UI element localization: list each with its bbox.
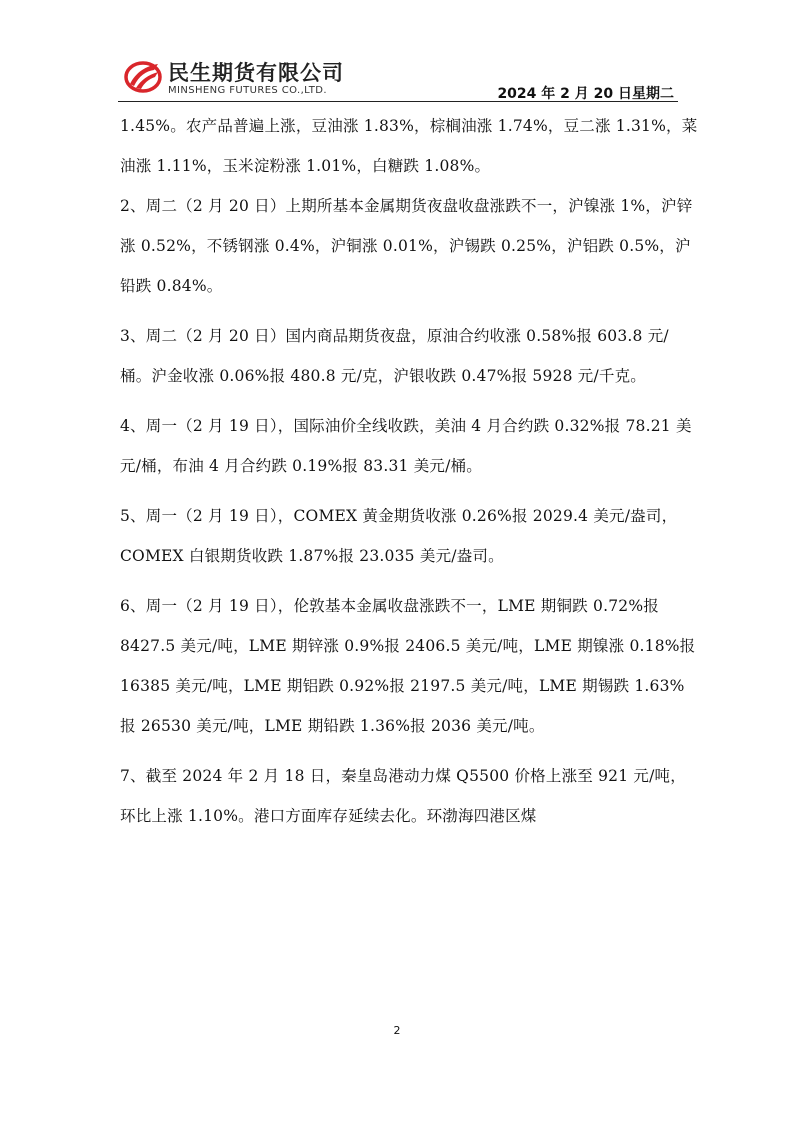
paragraph-3: 3、周二（2 月 20 日）国内商品期货夜盘，原油合约收涨 0.58%报 603.8 元/桶。沪金收涨 0.06%报 480.8 元/克，沪银收跌 0.47%报 5928 元/千克。 xyxy=(120,327,669,385)
page-number: 2 xyxy=(393,1024,401,1037)
header-divider xyxy=(118,101,678,102)
paragraph-1: 1.45%。农产品普遍上涨，豆油涨 1.83%，棕榈油涨 1.74%，豆二涨 1.31%，菜油涨 1.11%，玉米淀粉涨 1.01%，白糖跌 1.08%。 xyxy=(120,117,698,175)
company-name-cn: 民生期货有限公司 xyxy=(168,61,344,85)
paragraph-5: 5、周一（2 月 19 日），COMEX 黄金期货收涨 0.26%报 2029.4 美元/盎司，COMEX 白银期货收跌 1.87%报 23.035 美元/盎司。 xyxy=(120,507,678,565)
page-header xyxy=(118,52,678,102)
paragraph-4: 4、周一（2 月 19 日），国际油价全线收跌，美油 4 月合约跌 0.32%报 78.21 美元/桶，布油 4 月合约跌 0.19%报 83.31 美元/桶。 xyxy=(120,417,692,475)
paragraph-7: 7、截至 2024 年 2 月 18 日，秦皇岛港动力煤 Q5500 价格上涨至 921 元/吨，环比上涨 1.10%。港口方面库存延续去化。环渤海四港区煤 xyxy=(120,767,686,825)
report-date: 2024 年 2 月 20 日星期二 xyxy=(497,86,674,102)
paragraph-6: 6、周一（2 月 19 日），伦敦基本金属收盘涨跌不一，LME 期铜跌 0.72%报 8427.5 美元/吨，LME 期锌涨 0.9%报 2406.5 美元/吨，LME 期镍涨 0.18%报 16385 美元/吨，LME 期铝跌 0.92%报 2197.5 美元/吨，LME 期锡跌 1.63%报 26530 美元/吨，LME 期铅跌 1.36%报 2036 美元/吨。 xyxy=(120,597,696,735)
paragraph-2: 2、周二（2 月 20 日）上期所基本金属期货夜盘收盘涨跌不一，沪镍涨 1%，沪锌涨 0.52%，不锈钢涨 0.4%，沪铜涨 0.01%，沪锡跌 0.25%，沪铝跌 0.5%，沪铅跌 0.84%。 xyxy=(120,197,693,295)
company-logo-icon xyxy=(124,58,162,94)
report-body xyxy=(120,106,700,836)
company-name-en: MINSHENG FUTURES CO.,LTD. xyxy=(168,85,327,96)
